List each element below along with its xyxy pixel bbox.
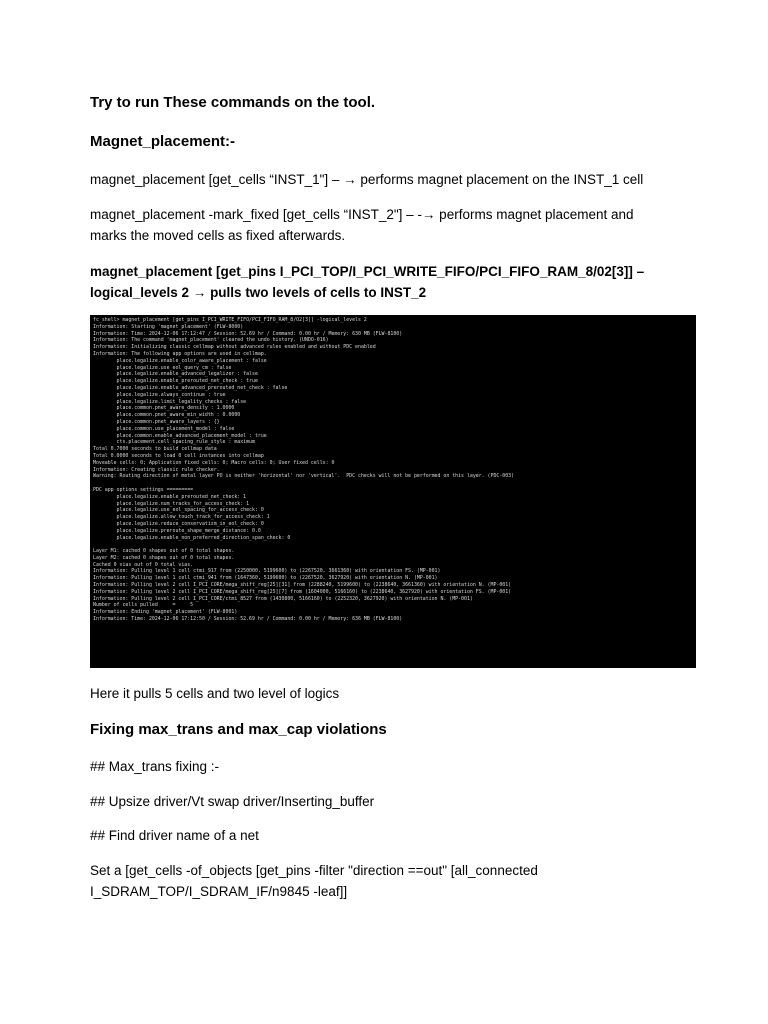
terminal-line: Information: Time: 2024-12-06 17:12:47 / Session: 52.69 hr / Command: 0.00 hr / Memory: 630 MB (FLW-8100) — [93, 330, 403, 337]
paragraph-magnet-inst1: magnet_placement [get_cells “INST_1"] – → performs magnet placement on the INST_1 cell — [90, 172, 644, 187]
terminal-line: place.legalize.num_tracks_for_access_check: 1 — [93, 500, 250, 507]
terminal-line: place.common.enable_advanced_placement_model : true — [93, 432, 267, 439]
terminal-line: PDC app options settings ========= — [93, 486, 194, 493]
terminal-line: place.common.pnet_aware_layers : {} — [93, 418, 220, 425]
terminal-line: Information: Creating classic rule checker. — [93, 466, 220, 473]
terminal-line: place.legalize.use_eol_spacing_for_access_check: 0 — [93, 507, 264, 514]
terminal-line: Layer M2: cached 0 shapes out of 0 total shapes. — [93, 554, 235, 561]
terminal-line — [93, 541, 693, 548]
terminal-line: place.common.pnet_aware_density : 1.0000 — [93, 405, 235, 412]
terminal-line: place.legalize.use_eol_query_cm : false — [93, 364, 232, 371]
terminal-line: Information: Pulling level 2 cell I_PCI_CORE/ctmi_8527 from (1430800, 5166160) to (2252320, 3627920) with orientation N. (MP-001) — [93, 595, 473, 602]
terminal-line: Information: Pulling level 2 cell I_PCI_CORE/mega_shift_reg[25][7] from (1604000, 5166160) to (2238640, 3627920) with orientation FS. (MP-001) — [93, 588, 512, 595]
terminal-line: place.legalize.allow_touch_track_for_access_check: 1 — [93, 514, 270, 521]
terminal-line: Layer M1: cached 0 shapes out of 0 total shapes. — [93, 548, 235, 555]
terminal-line: Total 0.0000 seconds to load 0 cell instances into cellmap — [93, 452, 264, 459]
terminal-line: Moveable cells: 0; Application fixed cells: 0; Macro cells: 0; User fixed cells: 0 — [93, 459, 335, 466]
terminal-line: Information: Pulling level 1 cell ctmi_917 from (2250000, 5199600) to (2267520, 3661360) with orientation FS. (MP-001) — [93, 568, 441, 575]
terminal-line: Information: The command 'magnet_placement' cleared the undo history. (UNDO-016) — [93, 337, 329, 344]
terminal-line: place.legalize.enable_non_preferred_direction_span_check: 0 — [93, 534, 291, 541]
paragraph-pull-summary: Here it pulls 5 cells and two level of logics — [90, 686, 340, 701]
terminal-line: Information: Initializing classic cellmap without advanced rules enabled and without PDC enabled — [93, 344, 376, 351]
terminal-line: Warning: Routing direction of metal layer PO is neither 'horizontal' nor 'vertical'. PDC checks will not be performed on this layer. (PDC-003) — [93, 473, 515, 480]
terminal-line: place.legalize.enable_prerouted_net_check : true — [93, 378, 258, 385]
terminal-line: place.legalize.enable_advanced_legalizer : false — [93, 371, 258, 378]
paragraph-upsize-driver: ## Upsize driver/Vt swap driver/Inserting_buffer — [90, 794, 375, 809]
heading-fixing-violations: Fixing max_trans and max_cap violations — [90, 721, 387, 738]
terminal-line: place.legalize.preroute_shape_merge_distance: 0.0 — [93, 527, 261, 534]
terminal-line: fc_shell> magnet_placement [get_pins I_PCI_WRITE_FIFO/PCI_FIFO_RAM_8/O2[3]] -logical_levels 2 — [93, 317, 367, 323]
heading-main: Try to run These commands on the tool. — [90, 94, 376, 111]
paragraph-magnet-get-pins: magnet_placement [get_pins I_PCI_TOP/I_PCI_WRITE_FIFO/PCI_FIFO_RAM_8/02[3]] – logical_levels 2 → pulls two levels of cells to INST_2 — [90, 264, 645, 300]
terminal-line: Cached 0 vias out of 0 total vias. — [93, 561, 194, 568]
terminal-line: Number of cells pulled = 5 — [93, 602, 194, 609]
terminal-line: place.legalize.enable_color_aware_placement : false — [93, 357, 267, 364]
heading-magnet-placement: Magnet_placement:- — [90, 133, 236, 150]
terminal-line: Information: Pulling level 1 cell ctmi_941 from (1647360, 5199600) to (2267520, 3627920) with orientation N. (MP-001) — [93, 575, 438, 582]
terminal-line: place.legalize.reduce_conservatism_in_eol_check: 0 — [93, 520, 264, 527]
terminal-line: Information: The following app options are used in cellmap. — [93, 350, 267, 357]
terminal-line: Information: Time: 2024-12-06 17:12:50 / Session: 52.69 hr / Command: 0.00 hr / Memory: 636 MB (FLW-8100) — [93, 616, 403, 623]
paragraph-set-command: Set a [get_cells -of_objects [get_pins -filter "direction ==out" [all_connected I_SDRAM_TOP/I_SDRAM_IF/n9845 -leaf]] — [90, 863, 538, 899]
terminal-line: place.common.use_placement_model : false — [93, 425, 235, 432]
paragraph-max-trans-fixing: ## Max_trans fixing :- — [90, 759, 220, 774]
terminal-line: place.common.pnet_aware_min_width : 0.0000 — [93, 412, 241, 419]
terminal-line: place.legalize.enable_prerouted_net_check: 1 — [93, 493, 247, 500]
terminal-line — [93, 480, 693, 487]
terminal-line: Information: Ending 'magnet_placement' (FLW-8001) — [93, 609, 238, 616]
paragraph-magnet-mark-fixed: magnet_placement -mark_fixed [get_cells “INST_2"] – -→ performs magnet placement and marks the moved cells as fixed afterwards. — [90, 207, 634, 243]
terminal-line: place.legalize.always_continue : true — [93, 391, 226, 398]
terminal-line: Information: Pulling level 2 cell I_PCI_CORE/mega_shift_reg[25][31] from (2288240, 5199600) to (2238640, 3661360) with orientation N. (MP-001) — [93, 582, 512, 589]
terminal-screenshot — [90, 315, 696, 668]
paragraph-find-driver: ## Find driver name of a net — [90, 828, 259, 843]
terminal-line: cts.placement.cell_spacing_rule_style : maximum — [93, 439, 255, 446]
terminal-line: Information: Starting 'magnet_placement' (FLW-8000) — [93, 323, 244, 330]
terminal-line: place.legalize.limit_legality_checks : false — [93, 398, 247, 405]
terminal-line: place.legalize.enable_advanced_prerouted_net_check : false — [93, 384, 288, 391]
terminal-line: Total 0.7000 seconds to build cellmap data — [93, 446, 217, 453]
